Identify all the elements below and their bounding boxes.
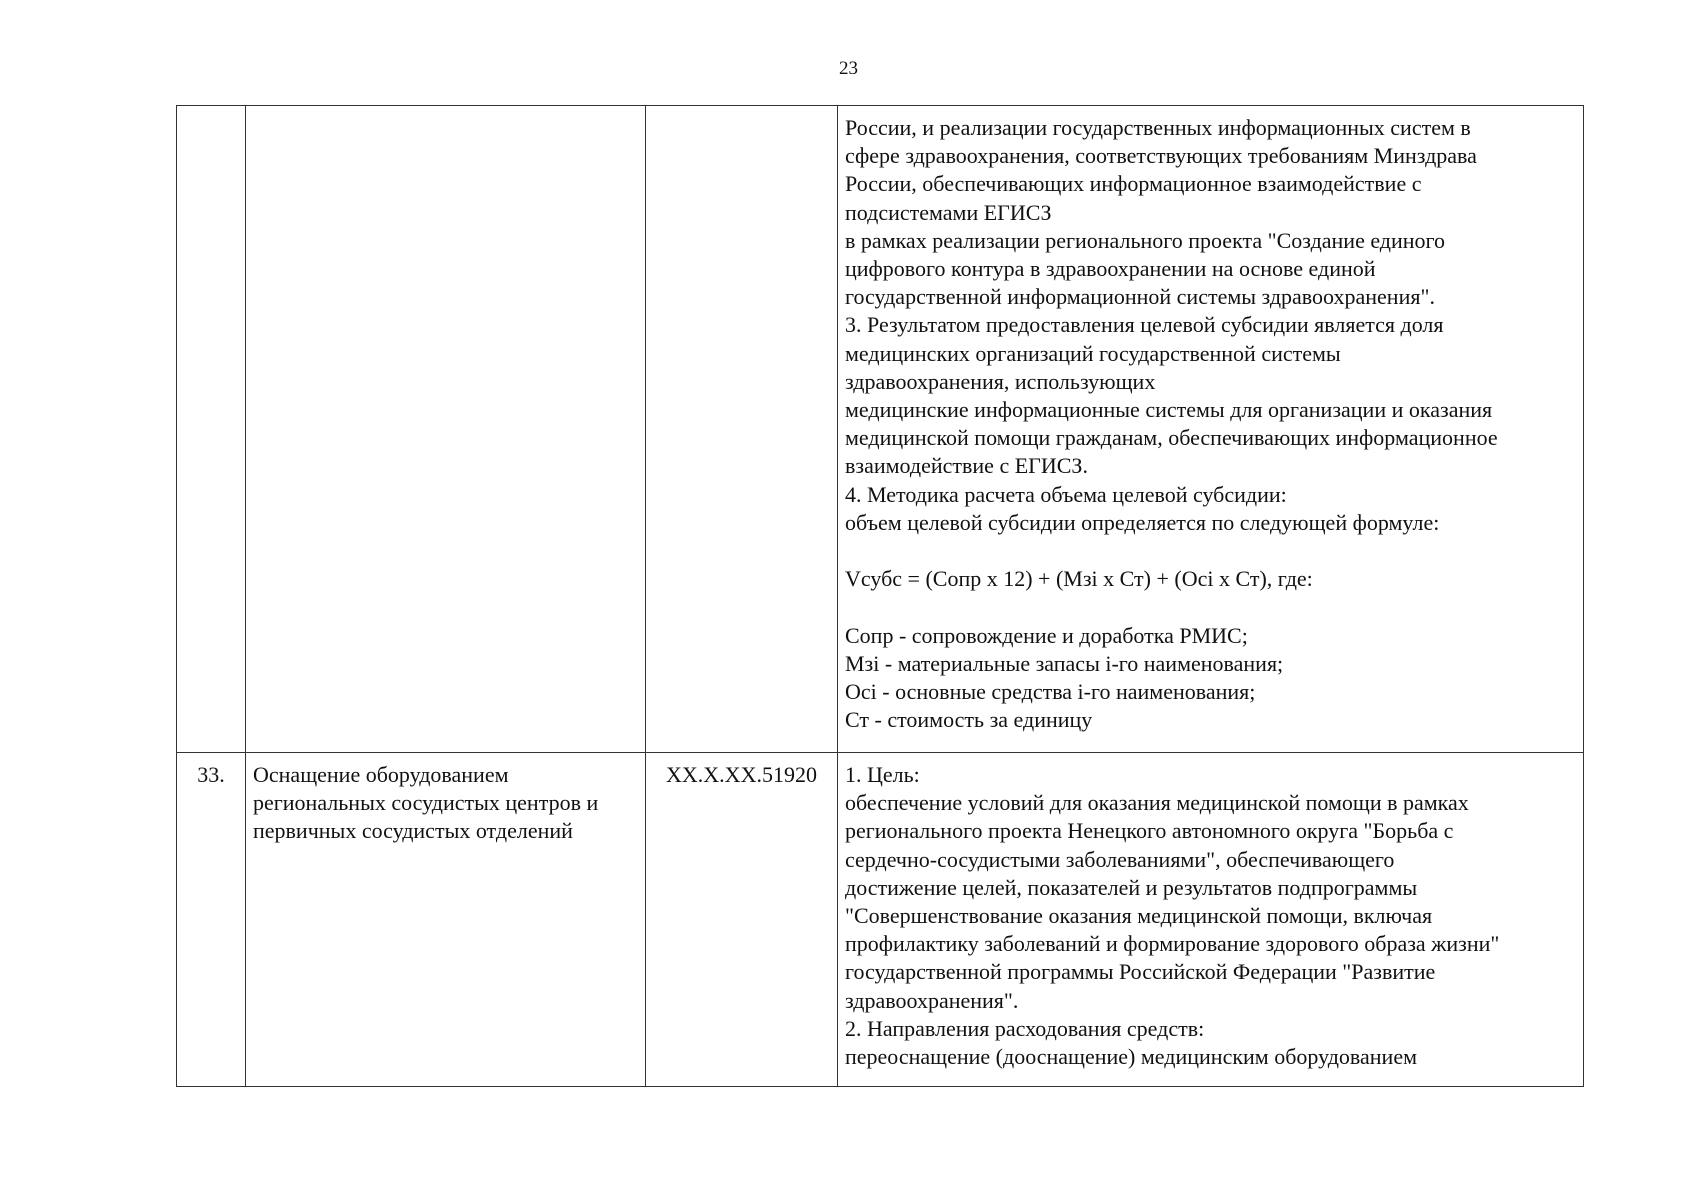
name-line: первичных сосудистых отделений (253, 818, 573, 844)
description-line: государственной информационной системы здравоохранения". (845, 284, 1435, 310)
table-row (177, 106, 1584, 753)
description-line: Мзi - материальные запасы i-го наименования; (845, 650, 1284, 676)
row-number-cell (177, 106, 246, 753)
description-line: взаимодействие с ЕГИСЗ. (845, 453, 1088, 479)
row-description-cell (838, 753, 1584, 1087)
page-number: 23 (839, 58, 858, 79)
description-line: Ст - стоимость за единицу (845, 707, 1093, 733)
row-name-cell (246, 106, 646, 753)
description-line: регионального проекта Ненецкого автономного округа "Борьба с (845, 818, 1454, 844)
description-line: 4. Методика расчета объема целевой субсидии: (845, 481, 1287, 507)
description-line: 1. Цель: (845, 762, 920, 787)
description-line: цифрового контура в здравоохранении на основе единой (845, 256, 1376, 282)
description-blank-line (845, 537, 1576, 565)
description-line: объем целевой субсидии определяется по следующей формуле: (845, 509, 1440, 535)
description-line: переоснащение (дооснащение) медицинским оборудованием (845, 1044, 1418, 1070)
description-line: России, и реализации государственных информационных систем в (845, 115, 1471, 140)
row-number-cell: 33. (177, 753, 246, 1087)
description-line: профилактику заболеваний и формирование здорового образа жизни" (845, 931, 1500, 957)
description-line: здравоохранения, использующих (845, 368, 1156, 394)
description-blank-line (845, 593, 1576, 621)
description-line: медицинской помощи гражданам, обеспечивающих информационное (845, 425, 1498, 451)
table-row (177, 753, 1584, 1087)
description-line: в рамках реализации регионального проекта "Создание единого (845, 227, 1446, 253)
subsidy-table (176, 105, 1584, 1087)
row-code-cell (646, 106, 838, 753)
description-line: 3. Результатом предоставления целевой субсидии является доля (845, 312, 1444, 338)
description-line: Осi - основные средства i-го наименования; (845, 679, 1256, 705)
name-line: региональных сосудистых центров и (253, 790, 599, 816)
description-line: государственной программы Российской Федерации "Развитие (845, 959, 1436, 985)
row-code-cell: XX.X.XX.51920 (646, 753, 838, 1087)
description-line: сфере здравоохранения, соответствующих требованиям Минздрава (845, 143, 1477, 169)
description-line: подсистемами ЕГИСЗ (845, 199, 1052, 225)
description-line: "Совершенствование оказания медицинской помощи, включая (845, 903, 1433, 929)
description-line: России, обеспечивающих информационное взаимодействие с (845, 171, 1422, 197)
description-line: достижение целей, показателей и результатов подпрограммы (845, 874, 1418, 900)
description-line: здравоохранения". (845, 987, 1019, 1013)
description-line: сердечно-сосудистыми заболеваниями", обеспечивающего (845, 846, 1395, 872)
description-line: 2. Направления расходования средств: (845, 1015, 1205, 1041)
description-line: обеспечение условий для оказания медицинской помощи в рамках (845, 790, 1469, 816)
name-line: Оснащение оборудованием (253, 762, 509, 787)
row-description-cell (838, 106, 1584, 753)
formula-line: Vсубс = (Сопр x 12) + (Mзi x Ст) + (Осi x Ст), где: (845, 566, 1313, 592)
description-line: Сопр - сопровождение и доработка РМИС; (845, 622, 1248, 648)
row-name-cell (246, 753, 646, 1087)
description-line: медицинские информационные системы для организации и оказания (845, 397, 1493, 423)
description-line: медицинских организаций государственной системы (845, 340, 1341, 366)
